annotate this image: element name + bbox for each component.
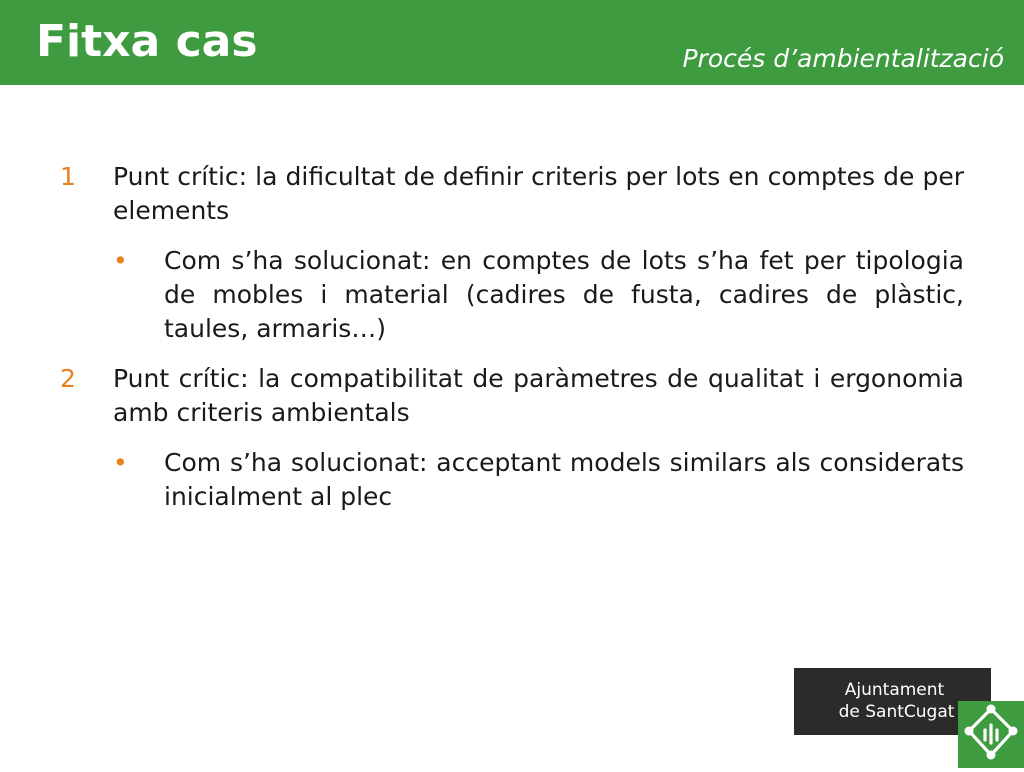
slide-content <box>60 160 964 530</box>
bullet-icon: • <box>113 448 128 477</box>
slide-subtitle: Procés d’ambientalització <box>682 44 1004 73</box>
bullet-icon: • <box>113 246 128 275</box>
sub-item-text: Com s’ha solucionat: en comptes de lots s’ha fet per tipologia de mobles i material (cadires de fusta, cadires de plàstic, taules, armaris…) <box>164 246 964 343</box>
header-bar <box>0 0 1024 85</box>
sub-item-text: Com s’ha solucionat: acceptant models similars als considerats inicialment al plec <box>164 448 964 511</box>
list-item-2 <box>60 362 964 430</box>
sub-item-1 <box>113 244 964 346</box>
sant-cugat-emblem-icon <box>958 701 1024 768</box>
item-number: 1 <box>60 162 76 191</box>
slide-title: Fitxa cas <box>36 16 258 67</box>
sub-item-2 <box>113 446 964 514</box>
logo-text-line1: Ajuntament <box>844 680 945 700</box>
list-item-1 <box>60 160 964 228</box>
logo-text-line2: de SantCugat <box>838 702 955 722</box>
item-text: Punt crític: la dificultat de definir criteris per lots en comptes de per elements <box>113 162 964 225</box>
item-number: 2 <box>60 364 76 393</box>
item-text: Punt crític: la compatibilitat de paràmetres de qualitat i ergonomia amb criteris ambientals <box>113 364 964 427</box>
